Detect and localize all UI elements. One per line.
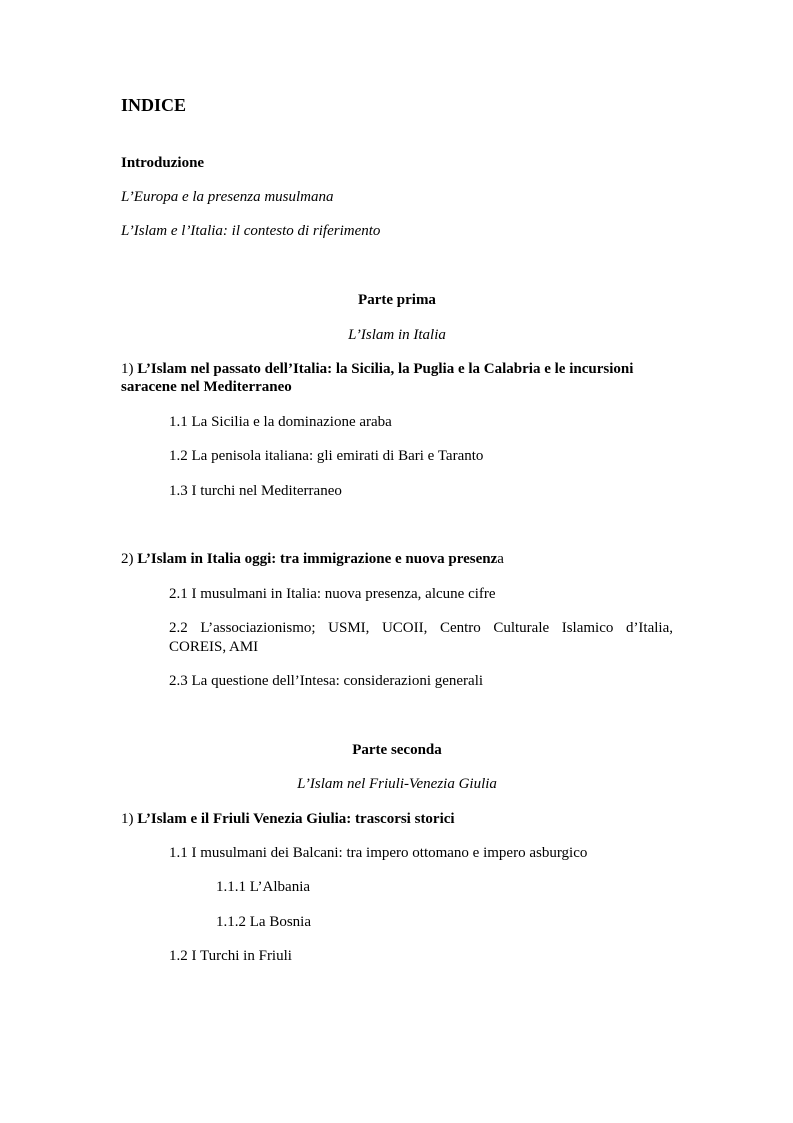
part1-ch1-title-cont: saracene nel Mediterraneo — [121, 379, 292, 395]
chapter-title: L’Islam nel passato dell’Italia: la Sicilia, la Puglia e la Calabria e le incursioni — [137, 361, 634, 377]
part1-ch1-title — [121, 360, 633, 378]
subsection-item: 1.1.1 L’Albania — [216, 879, 311, 895]
part1-subtitle: L’Islam in Italia — [348, 327, 446, 343]
section-item-cont: COREIS, AMI — [169, 639, 259, 655]
intro-title: Introduzione — [121, 155, 205, 171]
section-item: 2.1 I musulmani in Italia: nuova presenza, alcune cifre — [169, 586, 496, 602]
section-item: 1.2 I Turchi in Friuli — [169, 948, 292, 964]
part1-ch2-title — [121, 550, 504, 568]
chapter-number: 1) — [121, 811, 138, 827]
section-item: 2.2 L’associazionismo; USMI, UCOII, Centro Culturale Islamico d’Italia, — [169, 620, 673, 636]
chapter-number: 2) — [121, 551, 138, 567]
part2-subtitle: L’Islam nel Friuli-Venezia Giulia — [297, 776, 497, 792]
section-item: 2.3 La questione dell’Intesa: considerazioni generali — [169, 673, 484, 689]
section-item: 1.1 La Sicilia e la dominazione araba — [169, 414, 392, 430]
chapter-number: 1) — [121, 361, 138, 377]
section-item: 1.1 I musulmani dei Balcani: tra impero ottomano e impero asburgico — [169, 845, 588, 861]
chapter-title-tail: a — [497, 551, 504, 567]
section-item: 1.3 I turchi nel Mediterraneo — [169, 483, 342, 499]
part2-ch1-title — [121, 810, 455, 828]
intro-item: L’Islam e l’Italia: il contesto di riferimento — [121, 223, 381, 239]
chapter-title: L’Islam in Italia oggi: tra immigrazione e nuova presenz — [137, 551, 498, 567]
part1-label: Parte prima — [358, 292, 436, 308]
index-heading: INDICE — [121, 95, 187, 115]
intro-item: L’Europa e la presenza musulmana — [121, 189, 334, 205]
section-item: 1.2 La penisola italiana: gli emirati di Bari e Taranto — [169, 448, 484, 464]
chapter-title: L’Islam e il Friuli Venezia Giulia: trascorsi storici — [137, 811, 455, 827]
part2-label: Parte seconda — [352, 742, 442, 758]
subsection-item: 1.1.2 La Bosnia — [216, 914, 311, 930]
